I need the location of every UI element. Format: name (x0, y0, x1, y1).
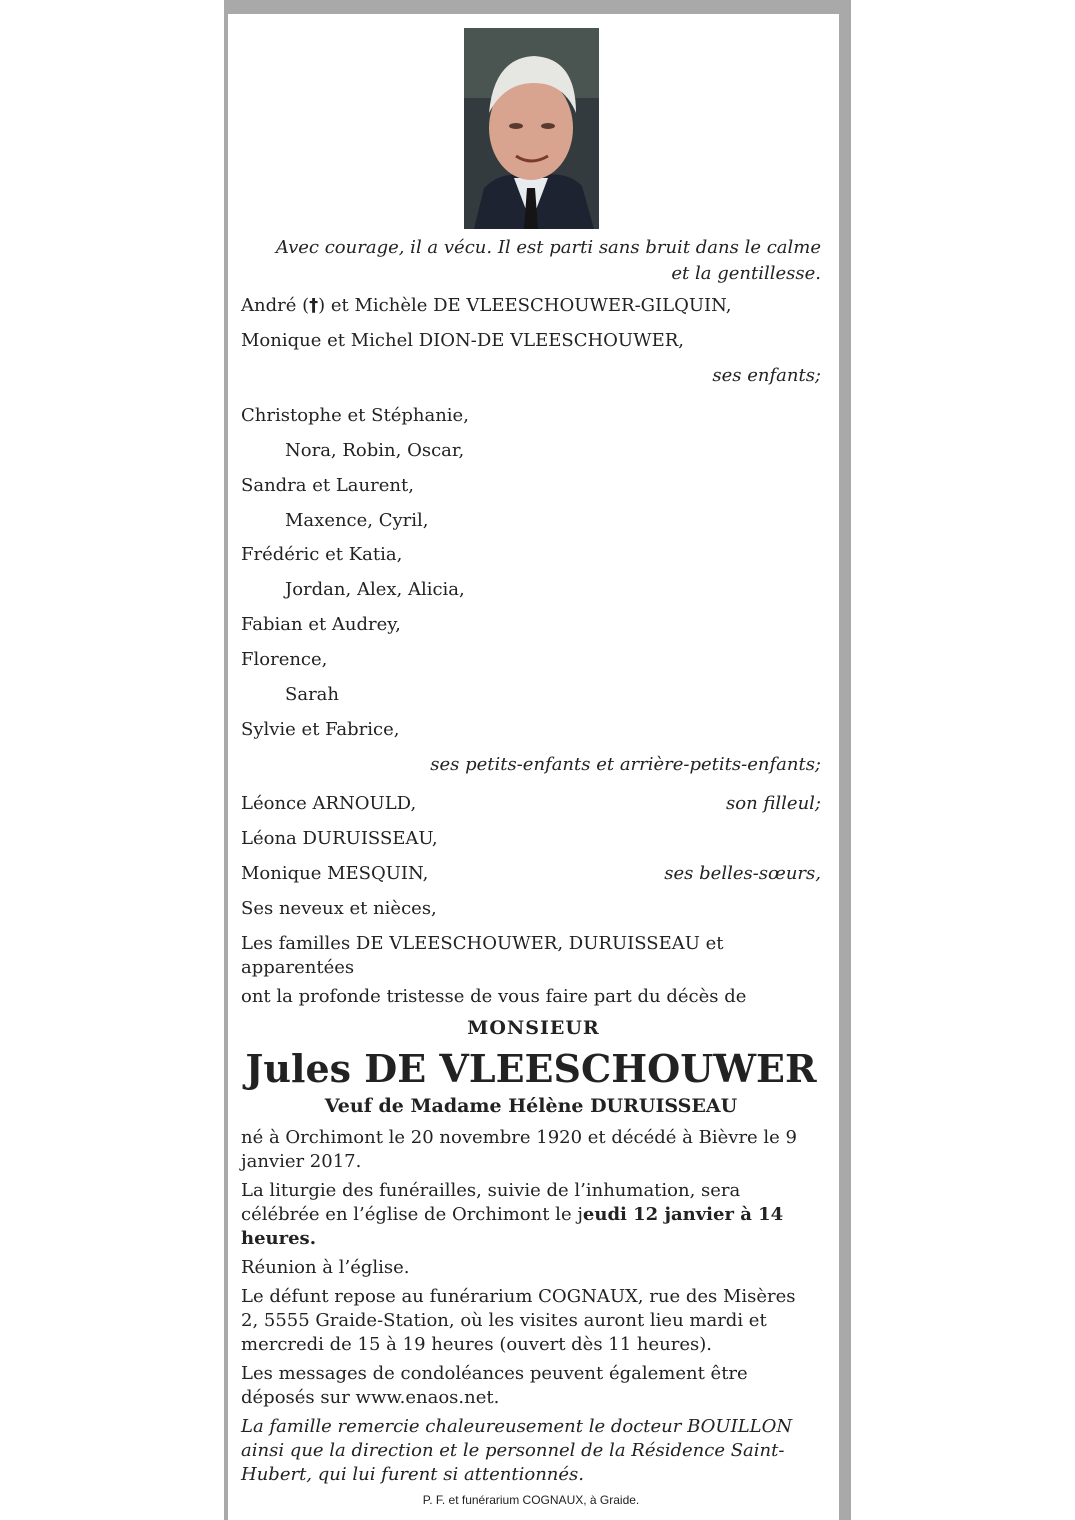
birth-death: né à Orchimont le 20 novembre 1920 et décédé à Bièvre le 9 janvier 2017. (241, 1127, 798, 1172)
deceased-name: Jules DE VLEESCHOUWER (245, 1046, 817, 1091)
sister-in-law-monique: Monique MESQUIN, (241, 863, 429, 884)
deceased-title: MONSIEUR (467, 1017, 600, 1039)
condolences: Les messages de condoléances peuvent également être déposés sur www.enaos.net. (241, 1363, 748, 1408)
grandchild-line: Florence, (241, 649, 328, 670)
grandchild-line: Sylvie et Fabrice, (241, 719, 400, 740)
grandchild-line: Sandra et Laurent, (241, 475, 414, 496)
families: Les familles DE VLEESCHOUWER, DURUISSEAU et apparentées (241, 933, 724, 978)
liturgy-date: eudi 12 janvier à 14 heures. (241, 1204, 784, 1249)
child-andre (241, 294, 731, 318)
epitaph-line-1: Avec courage, il a vécu. Il est parti sans bruit dans le calme (275, 237, 821, 258)
grandchild-line: Fabian et Audrey, (241, 614, 401, 635)
sisters-in-law-role: ses belles-sœurs, (664, 863, 821, 884)
cross-icon: † (309, 295, 319, 316)
nephews-nieces: Ses neveux et nièces, (241, 898, 437, 919)
grandchild-line: Nora, Robin, Oscar, (285, 440, 465, 461)
visits: Le défunt repose au funérarium COGNAUX, rue des Misères 2, 5555 Graide-Station, où les visites auront lieu mardi et mercredi de 15 à 19 heures (ouvert dès 11 heures). (241, 1286, 796, 1355)
child-andre-pre: André ( (241, 295, 310, 316)
footer-funeral-home: P. F. et funérarium COGNAUX, à Graide. (422, 1493, 640, 1507)
sister-in-law-leona: Léona DURUISSEAU, (241, 828, 438, 849)
epitaph-line-2: et la gentillesse. (671, 263, 821, 284)
thanks: La famille remercie chaleureusement le docteur BOUILLON ainsi que la direction et le personnel de la Résidence Saint-Hubert, qui lui furent si attentionnés. (241, 1416, 793, 1485)
deceased-widower: Veuf de Madame Hélène DURUISSEAU (324, 1095, 738, 1117)
child-monique: Monique et Michel DION-DE VLEESCHOUWER, (241, 330, 685, 351)
godson-role: son filleul; (726, 793, 821, 814)
grandchild-line: Frédéric et Katia, (241, 544, 403, 565)
godson: Léonce ARNOULD, (241, 793, 417, 814)
child-andre-post: ) et Michèle DE VLEESCHOUWER-GILQUIN, (318, 295, 732, 316)
announcement: ont la profonde tristesse de vous faire part du décès de (241, 986, 747, 1007)
grandchildren-role: ses petits-enfants et arrière-petits-enfants; (430, 754, 821, 775)
children-role: ses enfants; (712, 365, 821, 386)
liturgy-text: La liturgie des funérailles, suivie de l’inhumation, sera célébrée en l’église de Orchimont le j (241, 1180, 741, 1225)
grandchild-line: Christophe et Stéphanie, (241, 405, 469, 426)
portrait-photo (464, 28, 599, 229)
grandchild-line: Jordan, Alex, Alicia, (285, 579, 465, 600)
grandchild-line: Sarah (285, 684, 339, 705)
reunion: Réunion à l’église. (241, 1257, 410, 1278)
liturgy (241, 1179, 813, 1251)
grandchild-line: Maxence, Cyril, (285, 510, 429, 531)
